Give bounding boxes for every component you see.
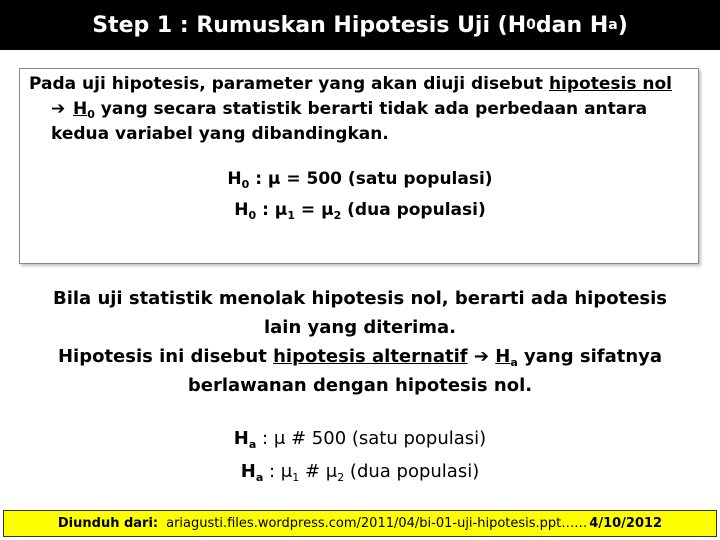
- arrow-right-icon: ➔: [51, 99, 66, 119]
- footer-date: 4/10/2012: [589, 516, 663, 531]
- definition-text-3: kedua variabel yang dibandingkan.: [51, 124, 389, 144]
- ha-equation-one-population: $H_a$ : μ # 500 (satu populasi): [233, 428, 487, 451]
- alternative-hypothesis-term: hipotesis alternatif: [273, 346, 468, 367]
- alt-line-4: berlawanan dengan hipotesis nol.: [187, 375, 533, 396]
- h0-equation-two-population: $H_0$ : $\mu_1 = \mu_2$ (dua populasi): [234, 200, 486, 222]
- definition-text-2: yang secara statistik berarti tidak ada perbedaan antara: [94, 99, 648, 119]
- source-link[interactable]: ariagusti.files.wordpress.com/2011/04/bi-01-uji-hipotesis.ppt……: [166, 516, 588, 531]
- null-hypothesis-box: [19, 68, 699, 264]
- source-footer: [3, 510, 717, 537]
- title-end: ): [617, 12, 628, 38]
- h0-equation-one-population: $H_0$ : μ = 500 (satu populasi): [227, 169, 493, 191]
- alt-line-1: Bila uji statistik menolak hipotesis nol, berarti ada hipotesis: [52, 288, 668, 309]
- footer-label: Diunduh dari:: [57, 516, 159, 531]
- alternative-hypothesis-text: [0, 284, 720, 400]
- null-hypothesis-definition: [29, 72, 697, 147]
- title-text: Step 1 : Rumuskan Hipotesis Uji (H: [92, 12, 527, 38]
- alt-line-2: lain yang diterima.: [263, 317, 457, 338]
- null-hypothesis-term: hipotesis nol: [548, 74, 672, 94]
- arrow-right-icon: ➔: [473, 346, 489, 367]
- h0-symbol: $H_0$: [73, 99, 95, 121]
- alt-line-3: Hipotesis ini disebut hipotesis alternatif ➔ $H_a$ yang sifatnya: [57, 346, 663, 369]
- slide-title: Step 1 : Rumuskan Hipotesis Uji (H 0 dan H a ): [0, 0, 720, 50]
- title-mid: dan H: [535, 12, 609, 38]
- ha-equation-two-population: $H_a$ : $\mu_1$ # $\mu_2$ (dua populasi): [240, 461, 480, 484]
- ha-symbol: $H_a$: [495, 346, 518, 369]
- definition-text: Pada uji hipotesis, parameter yang akan diuji disebut: [29, 74, 549, 94]
